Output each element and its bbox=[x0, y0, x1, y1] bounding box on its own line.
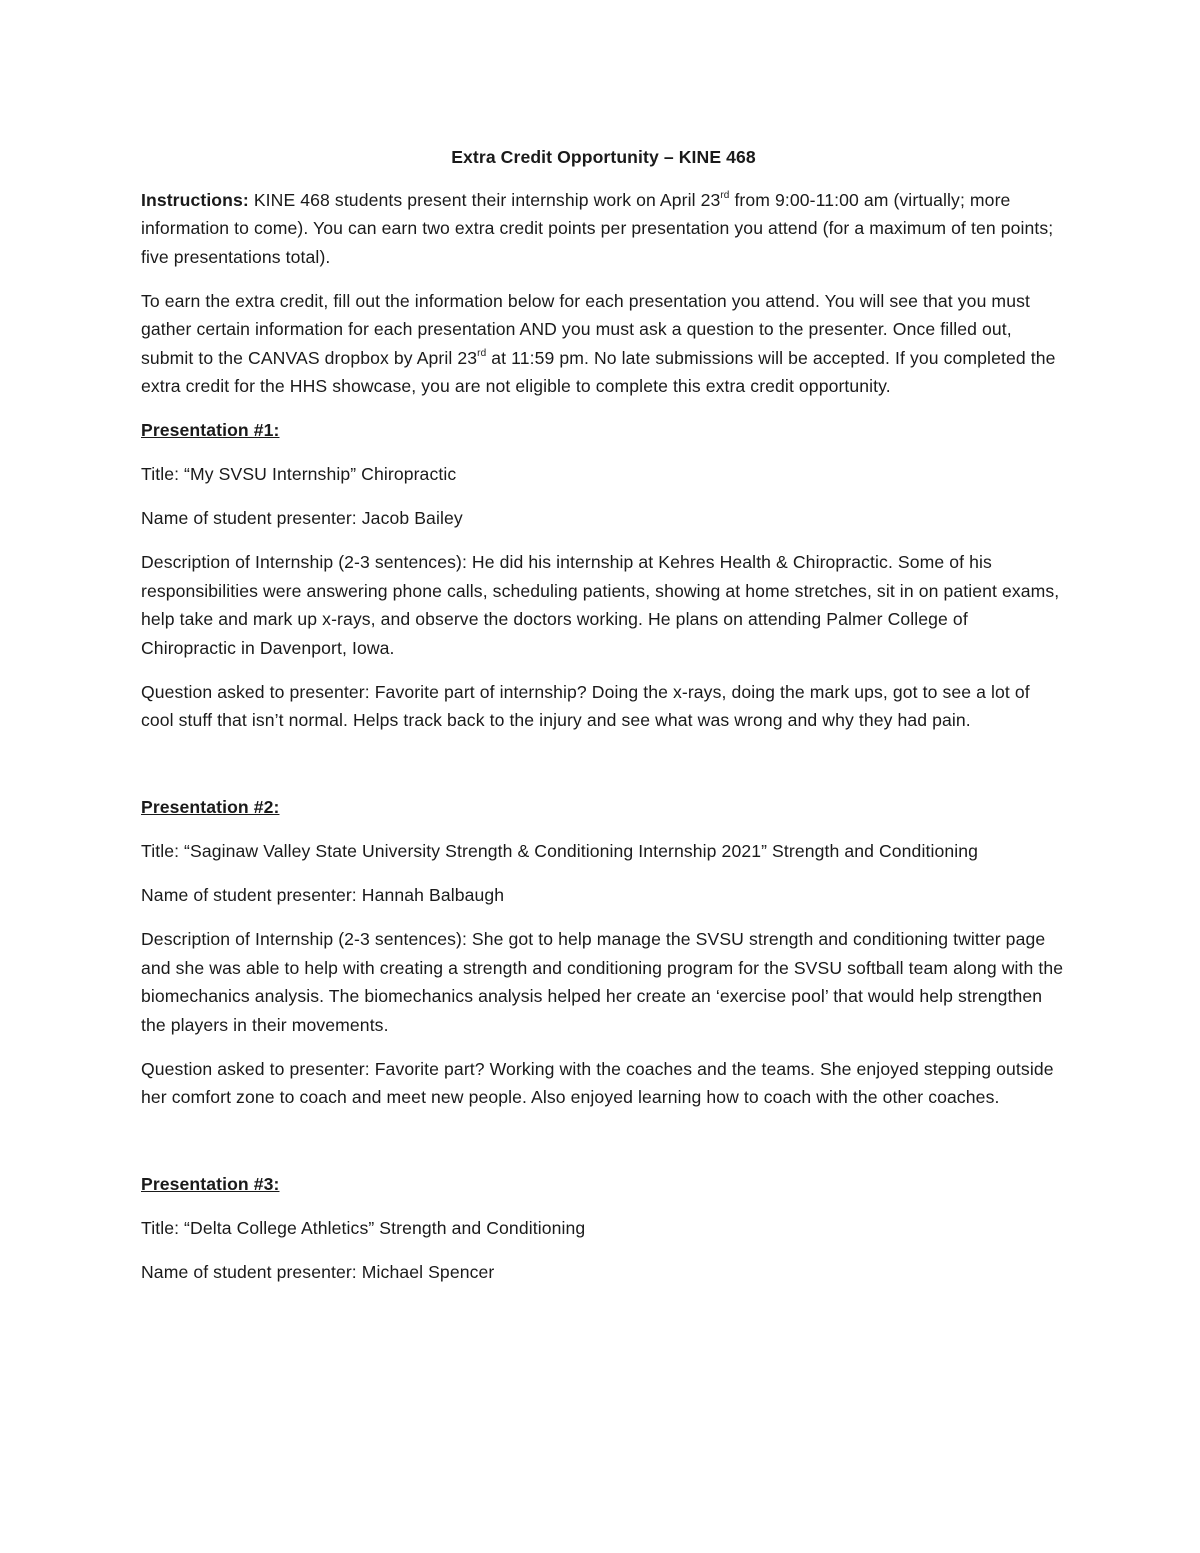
instructions-label: Instructions: bbox=[141, 189, 249, 210]
presentation-1-presenter: Name of student presenter: Jacob Bailey bbox=[141, 508, 463, 528]
presentation-3-heading: Presentation #3: bbox=[141, 1174, 280, 1194]
presentation-1-title: Title: “My SVSU Internship” Chiropractic bbox=[141, 464, 457, 484]
section-spacer bbox=[141, 750, 1066, 793]
presentation-1-question: Question asked to presenter: Favorite part of internship? Doing the x-rays, doing the mark ups, got to see a lot of cool stuff that isn’t normal. Helps track back to the injury and see what was wrong and why they had pain. bbox=[141, 681, 1030, 730]
earn-text-part2: at 11:59 pm. No late submissions will be accepted. If you completed the extra credit for the HHS showcase, you are not eligible to complete this extra credit opportunity. bbox=[141, 347, 1056, 396]
presentation-2-description: Description of Internship (2-3 sentences): She got to help manage the SVSU strength and conditioning twitter page and she was able to help with creating a strength and conditioning program for the SVSU softball team along with the biomechanics analysis. The biomechanics analysis helped her create an ‘exercise pool’ that would help strengthen the players in their movements. bbox=[141, 929, 1064, 1035]
earn-superscript: rd bbox=[477, 347, 487, 359]
earn-text-part1: To earn the extra credit, fill out the information below for each presentation you attend. You will see that you must gather certain information for each presentation AND you must ask a question to the presenter. Once filled out, submit to the CANVAS dropbox by April 23 bbox=[141, 290, 1030, 368]
presentation-2-question: Question asked to presenter: Favorite part? Working with the coaches and the teams. She enjoyed stepping outside her comfort zone to coach and meet new people. Also enjoyed learning how to coach with the other coaches. bbox=[141, 1058, 1054, 1107]
instructions-paragraph bbox=[141, 186, 1066, 272]
presentation-2-presenter: Name of student presenter: Hannah Balbaugh bbox=[141, 885, 505, 905]
presentation-3-title: Title: “Delta College Athletics” Strength and Conditioning bbox=[141, 1218, 586, 1238]
section-spacer bbox=[141, 1127, 1066, 1170]
instructions-superscript: rd bbox=[720, 189, 730, 201]
instructions-text-part2: from 9:00-11:00 am (virtually; more information to come). You can earn two extra credit points per presentation you attend (for a maximum of ten points; five presentations total). bbox=[141, 189, 1054, 267]
presentation-2-title: Title: “Saginaw Valley State University Strength & Conditioning Internship 2021” Strength and Conditioning bbox=[141, 841, 978, 861]
presentation-2-heading: Presentation #2: bbox=[141, 797, 280, 817]
presentation-1-heading: Presentation #1: bbox=[141, 420, 280, 440]
document-title: Extra Credit Opportunity – KINE 468 bbox=[451, 147, 756, 167]
document-page bbox=[141, 143, 1066, 1302]
presentation-3-presenter: Name of student presenter: Michael Spencer bbox=[141, 1262, 495, 1282]
earn-credit-paragraph bbox=[141, 287, 1066, 401]
presentation-1-description: Description of Internship (2-3 sentences): He did his internship at Kehres Health & Chiropractic. Some of his responsibilities were answering phone calls, scheduling patients, showing at home stretches, sit in on patient exams, help take and mark up x-rays, and observe the doctors working. He plans on attending Palmer College of Chiropractic in Davenport, Iowa. bbox=[141, 552, 1060, 658]
instructions-text-part1: KINE 468 students present their internship work on April 23 bbox=[248, 189, 721, 210]
